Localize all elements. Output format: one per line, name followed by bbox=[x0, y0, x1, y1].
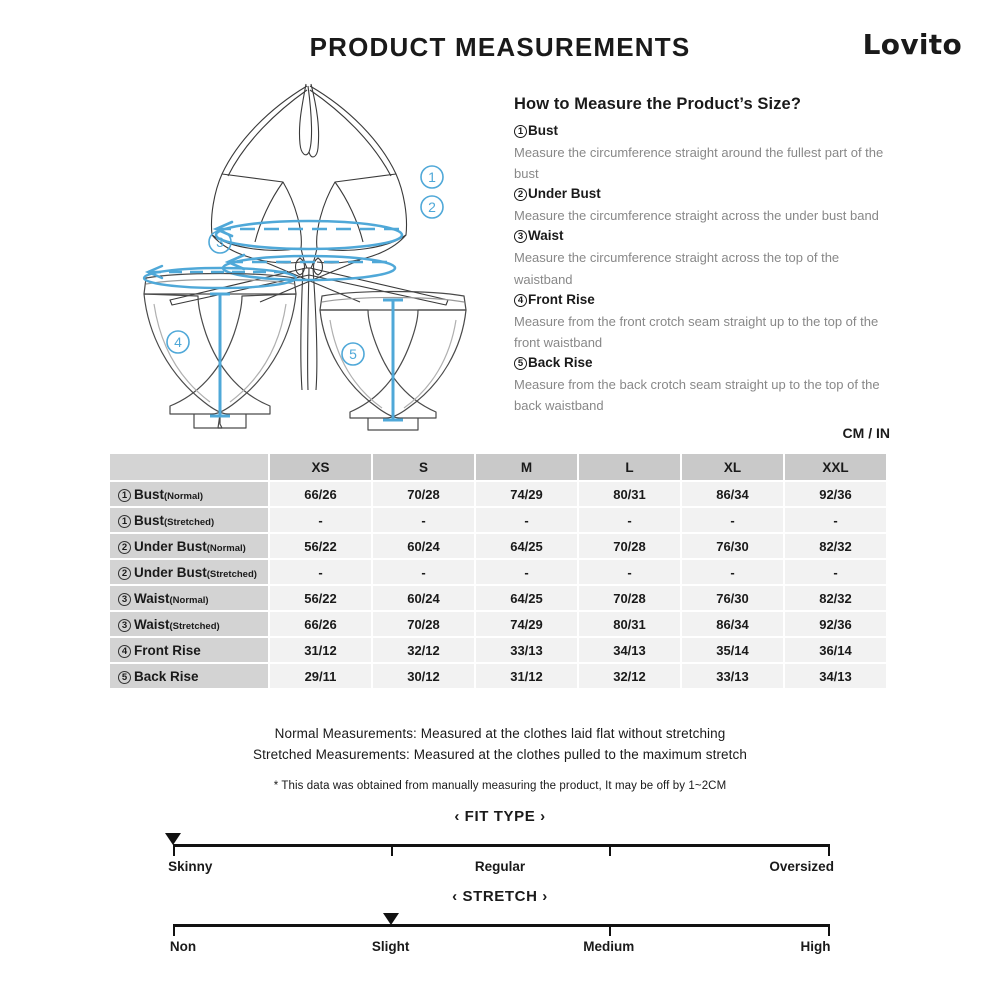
table-row bbox=[110, 664, 886, 688]
table-row bbox=[110, 508, 886, 532]
table-row bbox=[110, 638, 886, 662]
row-label-qualifier: (Stretched) bbox=[169, 620, 220, 632]
circled-number-1: 1 bbox=[118, 489, 131, 502]
measure-item-desc-bust: Measure the circumference straight around the fullest part of the bust bbox=[514, 144, 884, 182]
table-header bbox=[110, 454, 886, 480]
waist-measure-loop bbox=[144, 266, 296, 288]
row-label bbox=[110, 534, 268, 558]
column-header-xl: XL bbox=[682, 454, 783, 480]
table-cell: 76/30 bbox=[682, 586, 783, 610]
row-label-text: Front Rise bbox=[134, 642, 201, 658]
fit_type-label: Oversized bbox=[769, 859, 834, 874]
column-header-xs: XS bbox=[270, 454, 371, 480]
measure-item-title-waist bbox=[514, 226, 890, 247]
measure-item-title-front-rise bbox=[514, 290, 890, 311]
table-cell: 32/12 bbox=[579, 664, 680, 688]
column-header-l: L bbox=[579, 454, 680, 480]
fit_type-selected-marker bbox=[165, 833, 181, 845]
row-label-text: Waist bbox=[134, 616, 170, 632]
row-label-qualifier: (Normal) bbox=[206, 542, 246, 554]
table-cell: 33/13 bbox=[682, 664, 783, 688]
row-label-text: Under Bust bbox=[134, 564, 207, 580]
table-cell: 92/36 bbox=[785, 612, 886, 636]
note-normal-measurements: Normal Measurements: Measured at the clothes laid flat without stretching bbox=[274, 726, 726, 741]
table-corner-cell bbox=[110, 454, 268, 480]
measure-item-title-bust bbox=[514, 121, 890, 142]
circled-number-2: 2 bbox=[118, 541, 131, 554]
page-title: PRODUCT MEASUREMENTS bbox=[309, 32, 691, 62]
table-cell: 32/12 bbox=[373, 638, 474, 662]
row-label bbox=[110, 638, 268, 662]
row-label bbox=[110, 612, 268, 636]
circled-number-3: 3 bbox=[514, 230, 527, 243]
table-cell: 76/30 bbox=[682, 534, 783, 558]
stretch-heading: ‹ STRETCH › bbox=[452, 888, 548, 905]
table-cell: - bbox=[682, 508, 783, 532]
bikini-top-drawing bbox=[170, 84, 448, 390]
table-cell: 30/12 bbox=[373, 664, 474, 688]
fit-type-heading: ‹ FIT TYPE › bbox=[454, 808, 546, 825]
column-header-s: S bbox=[373, 454, 474, 480]
table-cell: - bbox=[373, 508, 474, 532]
fit-type-bar bbox=[168, 834, 834, 874]
circled-number-2: 2 bbox=[514, 188, 527, 201]
fit_type-tick bbox=[173, 844, 176, 856]
row-label bbox=[110, 560, 268, 584]
table-cell: - bbox=[579, 508, 680, 532]
table-row bbox=[110, 534, 886, 558]
table-cell: 36/14 bbox=[785, 638, 886, 662]
svg-text:3: 3 bbox=[216, 234, 224, 250]
illustration-svg bbox=[110, 72, 500, 437]
fit_type-tick bbox=[391, 844, 394, 856]
callout-1 bbox=[421, 166, 443, 188]
callout-5 bbox=[342, 343, 364, 365]
row-label bbox=[110, 482, 268, 506]
fit_type-label: Skinny bbox=[168, 859, 213, 874]
table-cell: 33/13 bbox=[476, 638, 577, 662]
stretch-label: Medium bbox=[583, 939, 635, 954]
table-cell: - bbox=[785, 508, 886, 532]
row-label-qualifier: (Stretched) bbox=[164, 516, 215, 528]
unit-label: CM / IN bbox=[842, 425, 890, 441]
circled-number-5: 5 bbox=[118, 671, 131, 684]
svg-text:4: 4 bbox=[174, 334, 182, 350]
table-cell: 86/34 bbox=[682, 482, 783, 506]
note-disclaimer: * This data was obtained from manually measuring the product, It may be off by 1~2CM bbox=[273, 779, 727, 792]
stretch-tick bbox=[173, 924, 176, 936]
measure-item-title-back-rise bbox=[514, 353, 890, 374]
table-row bbox=[110, 560, 886, 584]
table-cell: 29/11 bbox=[270, 664, 371, 688]
table-row bbox=[110, 612, 886, 636]
table-cell: 70/28 bbox=[579, 534, 680, 558]
svg-text:1: 1 bbox=[428, 169, 436, 185]
table-cell: 35/14 bbox=[682, 638, 783, 662]
table-cell: 31/12 bbox=[270, 638, 371, 662]
note-stretched-measurements: Stretched Measurements: Measured at the clothes pulled to the maximum stretch bbox=[253, 746, 747, 762]
measure-item-name-front-rise: Front Rise bbox=[528, 291, 595, 307]
table-cell: - bbox=[682, 560, 783, 584]
table-header-row bbox=[110, 454, 886, 480]
svg-text:2: 2 bbox=[428, 199, 436, 215]
table-cell: - bbox=[270, 560, 371, 584]
row-label bbox=[110, 508, 268, 532]
table-cell: 66/26 bbox=[270, 612, 371, 636]
stretch-label: Non bbox=[169, 939, 197, 954]
table-row bbox=[110, 586, 886, 610]
callout-2 bbox=[421, 196, 443, 218]
fit_type-tick bbox=[609, 844, 612, 856]
how-to-measure-heading: How to Measure the Product’s Size? bbox=[514, 95, 802, 113]
callout-4 bbox=[167, 331, 189, 353]
measure-item-desc-back-rise: Measure from the back crotch seam straight up to the top of the back waistband bbox=[514, 376, 880, 414]
table-cell: 70/28 bbox=[579, 586, 680, 610]
circled-number-4: 4 bbox=[118, 645, 131, 658]
how-to-measure-section bbox=[514, 95, 890, 416]
stretch-bar bbox=[169, 914, 831, 954]
table-cell: 56/22 bbox=[270, 586, 371, 610]
table-cell: 64/25 bbox=[476, 586, 577, 610]
row-label-text: Waist bbox=[134, 590, 170, 606]
row-label-text: Bust bbox=[134, 486, 164, 502]
svg-text:5: 5 bbox=[349, 346, 357, 362]
stretch-label: High bbox=[800, 939, 831, 954]
measure-item-desc-waist: Measure the circumference straight across the top of the waistband bbox=[514, 250, 840, 287]
row-label-qualifier: (Normal) bbox=[169, 594, 209, 606]
table-cell: 70/28 bbox=[373, 612, 474, 636]
stretch-scale bbox=[0, 888, 1000, 954]
back-rise-measure-line bbox=[383, 300, 403, 420]
table-cell: - bbox=[270, 508, 371, 532]
circled-number-1: 1 bbox=[118, 515, 131, 528]
measure-item-desc-under-bust: Measure the circumference straight across the under bust band bbox=[514, 208, 879, 224]
circled-number-3: 3 bbox=[118, 619, 131, 632]
circled-number-3: 3 bbox=[118, 593, 131, 606]
measurements-table-wrapper bbox=[108, 452, 888, 690]
stretch-tick bbox=[609, 924, 612, 936]
measurement-notes bbox=[0, 724, 1000, 792]
row-label bbox=[110, 664, 268, 688]
row-label-text: Bust bbox=[134, 512, 164, 528]
stretch-selected-marker bbox=[383, 913, 399, 925]
bust-measure-loop bbox=[216, 221, 402, 249]
table-cell: 70/28 bbox=[373, 482, 474, 506]
row-label-qualifier: (Normal) bbox=[164, 490, 204, 502]
front-rise-measure-line bbox=[210, 294, 230, 416]
circled-number-1: 1 bbox=[514, 125, 527, 138]
row-label-text: Back Rise bbox=[134, 668, 199, 684]
table-cell: 92/36 bbox=[785, 482, 886, 506]
table-cell: 64/25 bbox=[476, 534, 577, 558]
circled-number-2: 2 bbox=[118, 567, 131, 580]
table-cell: 60/24 bbox=[373, 586, 474, 610]
stretch-label: Slight bbox=[371, 939, 410, 954]
table-cell: 74/29 bbox=[476, 482, 577, 506]
table-cell: - bbox=[476, 560, 577, 584]
brand-logo: Lovito bbox=[862, 28, 962, 61]
table-cell: 80/31 bbox=[579, 612, 680, 636]
measure-item-name-bust: Bust bbox=[528, 123, 558, 138]
table-cell: 82/32 bbox=[785, 534, 886, 558]
table-cell: 31/12 bbox=[476, 664, 577, 688]
stretch-tick bbox=[828, 924, 831, 936]
row-label bbox=[110, 586, 268, 610]
circled-number-5: 5 bbox=[514, 357, 527, 370]
table-cell: 34/13 bbox=[785, 664, 886, 688]
column-header-m: M bbox=[476, 454, 577, 480]
table-cell: - bbox=[785, 560, 886, 584]
table-cell: - bbox=[476, 508, 577, 532]
table-body bbox=[110, 482, 886, 688]
table-row bbox=[110, 482, 886, 506]
garment-illustrations bbox=[110, 72, 500, 437]
table-cell: 80/31 bbox=[579, 482, 680, 506]
table-cell: - bbox=[373, 560, 474, 584]
fit-type-axis-line bbox=[173, 844, 828, 847]
table-cell: 34/13 bbox=[579, 638, 680, 662]
table-cell: 56/22 bbox=[270, 534, 371, 558]
measure-item-name-back-rise: Back Rise bbox=[528, 355, 593, 370]
fit_type-tick bbox=[828, 844, 831, 856]
row-label-text: Under Bust bbox=[134, 538, 207, 554]
measure-item-desc-front-rise: Measure from the front crotch seam straight up to the top of the front waistband bbox=[514, 313, 879, 350]
circled-number-4: 4 bbox=[514, 294, 527, 307]
table-cell: - bbox=[579, 560, 680, 584]
stretch-axis-line bbox=[173, 924, 828, 927]
measure-item-name-under-bust: Under Bust bbox=[528, 186, 601, 202]
column-header-xxl: XXL bbox=[785, 454, 886, 480]
table-cell: 86/34 bbox=[682, 612, 783, 636]
table-cell: 66/26 bbox=[270, 482, 371, 506]
table-cell: 60/24 bbox=[373, 534, 474, 558]
measure-item-title-under-bust bbox=[514, 184, 890, 205]
row-label-qualifier: (Stretched) bbox=[206, 568, 257, 580]
measurements-table bbox=[108, 452, 888, 690]
table-cell: 82/32 bbox=[785, 586, 886, 610]
fit_type-label: Regular bbox=[474, 859, 526, 874]
table-cell: 74/29 bbox=[476, 612, 577, 636]
fit-type-scale bbox=[0, 808, 1000, 874]
measure-item-name-waist: Waist bbox=[528, 228, 564, 244]
